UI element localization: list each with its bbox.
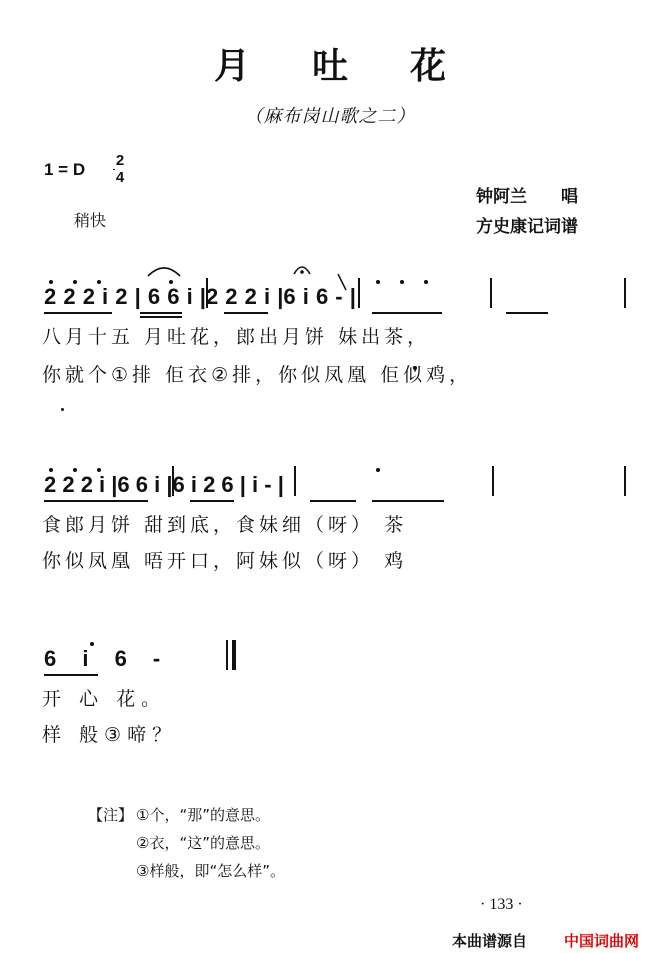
song-title: 月吐花 [213, 46, 508, 87]
footnote-item: ②衣，“这”的意思。 [136, 834, 270, 852]
time-signature-top: 2 [115, 152, 125, 169]
time-signature-bottom: 4 [115, 169, 125, 186]
source-label: 本曲谱源自 [452, 932, 528, 950]
fermata-mark [292, 262, 312, 276]
page-number: · 133 · [480, 896, 523, 913]
key-signature: 1 = D [44, 160, 86, 179]
source-site-link[interactable]: 中国词曲网 [564, 932, 640, 950]
lyrics-verse-2: 你就个①排 佢衣②排，你似凤凰 佢似鸡， [42, 364, 473, 386]
time-signature [112, 152, 128, 186]
song-subtitle: （麻布岗山歌之二） [244, 106, 416, 127]
lyrics-verse-1: 开 心 花。 [42, 688, 167, 710]
notation-row-1: 2 2 2 i 2 | 6 6 i |2 2 2 i |6 i 6 - | [44, 284, 356, 309]
footnote-label: 【注】 [88, 806, 134, 824]
notation-row-3: 6 i 6 - [44, 646, 161, 671]
breath-mark [336, 272, 348, 292]
arranger-credit: 方史康记词谱 [476, 217, 578, 237]
lyrics-verse-2: 你似凤凰 唔开口，阿妹似（呀） 鸡 [42, 550, 408, 572]
lyrics-verse-1: 食郎月饼 甜到底，食妹细（呀） 茶 [42, 514, 408, 536]
footnote-item: ③样般，即“怎么样”。 [136, 862, 285, 880]
footnote-item: ①个，“那”的意思。 [136, 806, 270, 824]
tempo-marking: 稍快 [74, 211, 107, 230]
lyrics-verse-1: 八月十五 月吐花，郎出月饼 妹出茶， [42, 326, 431, 348]
notation-row-2: 2 2 2 i |6 6 i |6 i 2 6 | i - | [44, 472, 284, 497]
lyrics-verse-2: 样 般③啼？ [42, 724, 178, 746]
singer-credit: 钟阿兰 唱 [476, 187, 578, 207]
slur-mark [146, 262, 182, 278]
